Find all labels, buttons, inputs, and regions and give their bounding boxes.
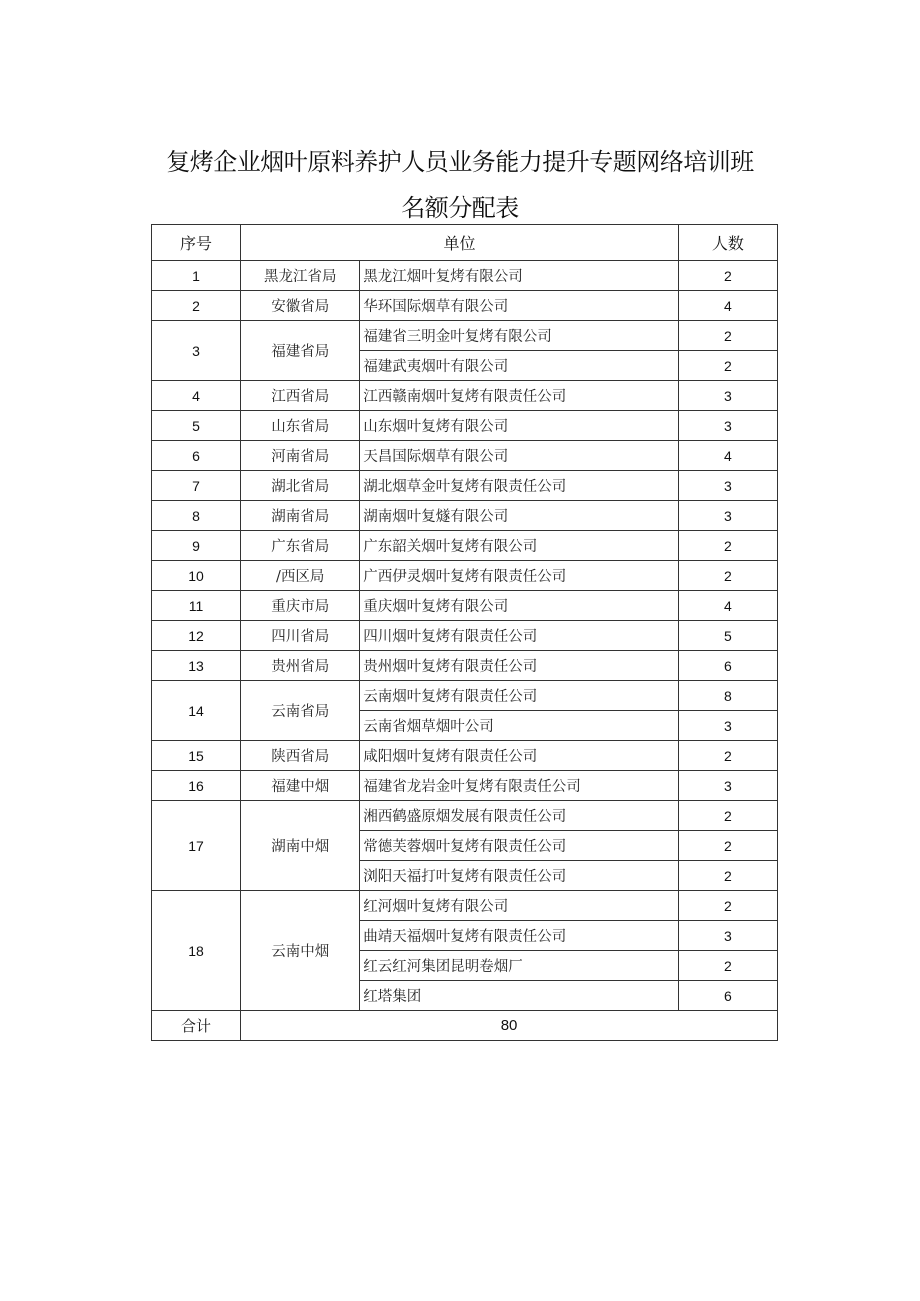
- total-value: 80: [241, 1011, 778, 1041]
- row-count: 3: [678, 771, 777, 801]
- row-count: 2: [678, 861, 777, 891]
- row-count: 5: [678, 621, 777, 651]
- row-count: 2: [678, 531, 777, 561]
- table-row: [152, 561, 778, 591]
- row-count: 6: [678, 981, 777, 1011]
- row-company: 福建省三明金叶复烤有限公司: [360, 321, 679, 351]
- row-bureau: 广东省局: [241, 531, 360, 561]
- row-count: 4: [678, 591, 777, 621]
- row-bureau: 湖南省局: [241, 501, 360, 531]
- total-label: 合计: [152, 1011, 241, 1041]
- row-index: 10: [152, 561, 241, 591]
- table-header-row: [152, 225, 778, 261]
- row-bureau: 福建中烟: [241, 771, 360, 801]
- row-count: 8: [678, 681, 777, 711]
- row-bureau: 湖北省局: [241, 471, 360, 501]
- row-count: 2: [678, 951, 777, 981]
- header-unit: 单位: [241, 225, 679, 261]
- row-index: 17: [152, 801, 241, 891]
- row-index: 14: [152, 681, 241, 741]
- row-company: 广东韶关烟叶复烤有限公司: [360, 531, 679, 561]
- row-company: 湖南烟叶复燧有限公司: [360, 501, 679, 531]
- table-row: [152, 471, 778, 501]
- row-company: 江西赣南烟叶复烤有限责任公司: [360, 381, 679, 411]
- document-title: 复烤企业烟叶原料养护人员业务能力提升专题网络培训班: [166, 148, 754, 176]
- row-bureau: /西区局: [241, 561, 360, 591]
- row-bureau: 云南省局: [241, 681, 360, 741]
- row-index: 11: [152, 591, 241, 621]
- row-count: 2: [678, 261, 777, 291]
- table-row: [152, 381, 778, 411]
- row-index: 18: [152, 891, 241, 1011]
- row-company: 云南省烟草烟叶公司: [360, 711, 679, 741]
- row-bureau: 江西省局: [241, 381, 360, 411]
- table-row: [152, 891, 778, 921]
- row-company: 红河烟叶复烤有限公司: [360, 891, 679, 921]
- header-count: 人数: [678, 225, 777, 261]
- table-row: [152, 411, 778, 441]
- table-row: [152, 681, 778, 711]
- table-row: [152, 651, 778, 681]
- row-company: 红云红河集团昆明卷烟厂: [360, 951, 679, 981]
- table-row: [152, 741, 778, 771]
- row-count: 2: [678, 741, 777, 771]
- row-index: 13: [152, 651, 241, 681]
- allocation-table: [151, 224, 778, 1041]
- row-company: 福建省龙岩金叶复烤有限责任公司: [360, 771, 679, 801]
- row-bureau: 重庆市局: [241, 591, 360, 621]
- row-bureau: 安徽省局: [241, 291, 360, 321]
- row-index: 3: [152, 321, 241, 381]
- row-count: 3: [678, 381, 777, 411]
- row-count: 3: [678, 501, 777, 531]
- row-count: 3: [678, 921, 777, 951]
- row-bureau: 黑龙江省局: [241, 261, 360, 291]
- row-index: 5: [152, 411, 241, 441]
- row-count: 3: [678, 471, 777, 501]
- row-company: 山东烟叶复烤有限公司: [360, 411, 679, 441]
- row-company: 黑龙江烟叶复烤有限公司: [360, 261, 679, 291]
- table-row: [152, 621, 778, 651]
- table-row: [152, 261, 778, 291]
- row-company: 湖北烟草金叶复烤有限责任公司: [360, 471, 679, 501]
- row-bureau: 河南省局: [241, 441, 360, 471]
- table-row: [152, 771, 778, 801]
- row-count: 2: [678, 891, 777, 921]
- row-count: 4: [678, 291, 777, 321]
- table-row: [152, 291, 778, 321]
- row-company: 贵州烟叶复烤有限责任公司: [360, 651, 679, 681]
- row-count: 3: [678, 711, 777, 741]
- row-count: 2: [678, 801, 777, 831]
- row-count: 2: [678, 831, 777, 861]
- row-index: 2: [152, 291, 241, 321]
- row-bureau: 山东省局: [241, 411, 360, 441]
- row-bureau: 福建省局: [241, 321, 360, 381]
- row-index: 12: [152, 621, 241, 651]
- row-index: 6: [152, 441, 241, 471]
- row-company: 湘西鹤盛原烟发展有限责任公司: [360, 801, 679, 831]
- row-bureau: 云南中烟: [241, 891, 360, 1011]
- row-count: 2: [678, 321, 777, 351]
- total-row: [152, 1011, 778, 1041]
- row-index: 7: [152, 471, 241, 501]
- row-bureau: 贵州省局: [241, 651, 360, 681]
- row-index: 15: [152, 741, 241, 771]
- row-bureau: 四川省局: [241, 621, 360, 651]
- row-index: 4: [152, 381, 241, 411]
- table-row: [152, 531, 778, 561]
- table-row: [152, 441, 778, 471]
- row-company: 广西伊灵烟叶复烤有限责任公司: [360, 561, 679, 591]
- row-company: 常德芙蓉烟叶复烤有限责任公司: [360, 831, 679, 861]
- table-row: [152, 591, 778, 621]
- row-count: 4: [678, 441, 777, 471]
- document-subtitle: 名额分配表: [401, 194, 519, 222]
- row-company: 四川烟叶复烤有限责任公司: [360, 621, 679, 651]
- row-company: 重庆烟叶复烤有限公司: [360, 591, 679, 621]
- row-count: 2: [678, 351, 777, 381]
- row-company: 浏阳天福打叶复烤有限责任公司: [360, 861, 679, 891]
- row-company: 华环国际烟草有限公司: [360, 291, 679, 321]
- row-index: 16: [152, 771, 241, 801]
- table-row: [152, 321, 778, 351]
- table-body: [152, 261, 778, 1011]
- row-count: 2: [678, 561, 777, 591]
- row-bureau: 湖南中烟: [241, 801, 360, 891]
- row-company: 天昌国际烟草有限公司: [360, 441, 679, 471]
- row-bureau: 陕西省局: [241, 741, 360, 771]
- row-company: 咸阳烟叶复烤有限责任公司: [360, 741, 679, 771]
- row-company: 曲靖天福烟叶复烤有限责任公司: [360, 921, 679, 951]
- row-company: 云南烟叶复烤有限责任公司: [360, 681, 679, 711]
- row-company: 红塔集团: [360, 981, 679, 1011]
- row-index: 8: [152, 501, 241, 531]
- table-row: [152, 501, 778, 531]
- row-company: 福建武夷烟叶有限公司: [360, 351, 679, 381]
- row-count: 6: [678, 651, 777, 681]
- row-index: 9: [152, 531, 241, 561]
- row-count: 3: [678, 411, 777, 441]
- header-index: 序号: [152, 225, 241, 261]
- table-row: [152, 801, 778, 831]
- row-index: 1: [152, 261, 241, 291]
